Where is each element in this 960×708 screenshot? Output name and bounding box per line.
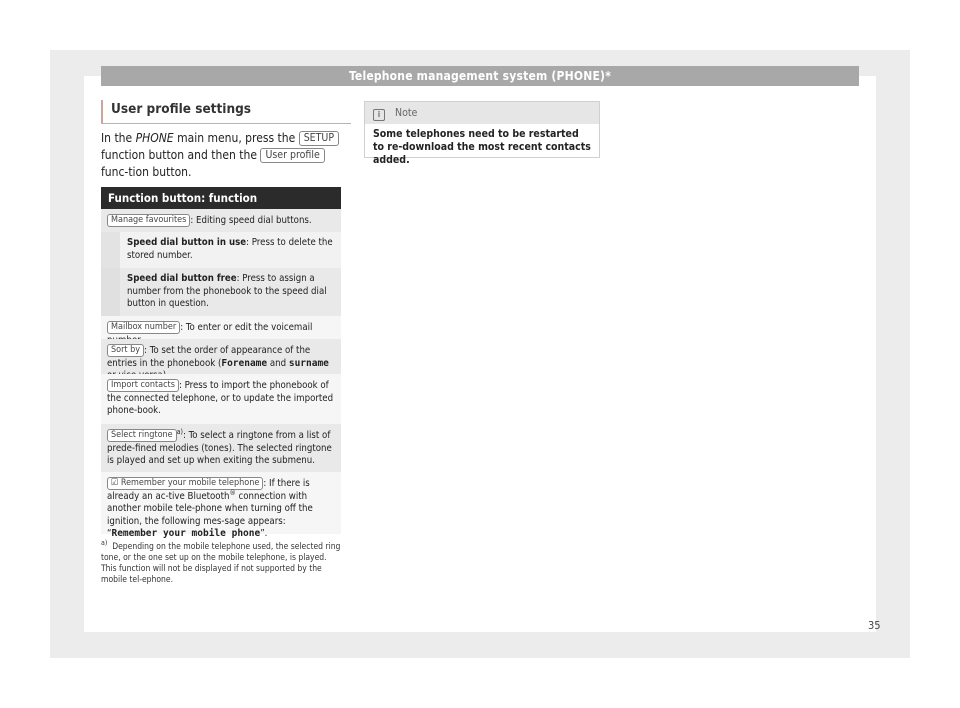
table-row-sort-by bbox=[101, 339, 341, 374]
table-row-mailbox-number bbox=[101, 316, 341, 339]
row-text: connection with another mobile tele-phone when turning off the ignition, the following mes-sage appears: “ bbox=[107, 490, 313, 539]
import-contacts-button[interactable]: Import contacts bbox=[107, 379, 179, 392]
intro-paragraph bbox=[101, 130, 346, 181]
setup-button[interactable]: SETUP bbox=[299, 131, 339, 146]
footnote bbox=[101, 539, 341, 586]
table-row-import-contacts bbox=[101, 374, 341, 424]
user-profile-button[interactable]: User profile bbox=[260, 148, 324, 163]
footnote-text: Depending on the mobile telephone used, the selected ring tone, or the one set up on the mobile telephone, is played. This function will not be displayed if not supported by the mobile tel-ephone. bbox=[101, 542, 341, 585]
row-text: : Press to assign a number from the phonebook to the speed dial button in question. bbox=[127, 273, 327, 309]
row-text: : Editing speed dial buttons. bbox=[190, 215, 312, 226]
intro-text: function button and then the bbox=[101, 148, 261, 162]
row-text: : To set the order of appearance of the entries in the phonebook ( bbox=[107, 345, 311, 369]
speed-dial-free-label: Speed dial button free bbox=[127, 273, 237, 284]
intro-text: func-tion button. bbox=[101, 165, 192, 179]
mailbox-number-button[interactable]: Mailbox number bbox=[107, 321, 180, 334]
row-text: : To enter or edit the voicemail bbox=[180, 322, 313, 333]
section-title: User profile settings bbox=[101, 100, 351, 124]
info-icon: i bbox=[373, 109, 385, 121]
chapter-header: Telephone management system (PHONE)* bbox=[101, 66, 859, 86]
sort-by-button[interactable]: Sort by bbox=[107, 344, 144, 357]
row-text: : Press to delete the stored number. bbox=[127, 237, 333, 261]
row-text: : If there is already an ac-tive Bluetooth bbox=[107, 478, 310, 502]
note-label: Note bbox=[395, 107, 418, 119]
table-header: Function button: function bbox=[101, 187, 341, 209]
remember-mobile-button[interactable]: ☑ Remember your mobile telephone bbox=[107, 477, 263, 490]
note-box bbox=[364, 101, 600, 166]
table-row-select-ringtone bbox=[101, 424, 341, 472]
manage-favourites-button[interactable]: Manage favourites bbox=[107, 214, 190, 227]
table-row-speed-dial-free bbox=[101, 268, 341, 316]
checkbox-icon: ☑ bbox=[111, 478, 121, 488]
note-text: Some telephones need to be restarted to re-download the most recent contacts added. bbox=[373, 128, 591, 166]
row-text: : Press to import the phonebook of the connected telephone, or to update the imported phone-book. bbox=[107, 380, 334, 416]
remember-message: Remember your mobile phone bbox=[111, 528, 261, 539]
phone-menu-name: PHONE bbox=[135, 131, 174, 145]
footnote-mark: a) bbox=[101, 539, 108, 548]
page-number: 35 bbox=[868, 619, 881, 632]
table-row-manage-favourites bbox=[101, 209, 341, 232]
intro-text: main menu, press the bbox=[173, 131, 299, 145]
row-text: ”. bbox=[260, 528, 268, 539]
row-text: and bbox=[267, 357, 289, 369]
registered-mark: ® bbox=[229, 488, 236, 497]
table-row-remember-phone bbox=[101, 472, 341, 539]
surname-option: surname bbox=[288, 357, 329, 369]
footnote-mark: a) bbox=[176, 427, 183, 436]
forename-option: Forename bbox=[221, 357, 268, 369]
table-row-speed-dial-in-use bbox=[101, 232, 341, 268]
note-header bbox=[365, 102, 599, 124]
intro-text: In the bbox=[101, 131, 136, 145]
select-ringtone-button[interactable]: Select ringtone bbox=[107, 429, 177, 442]
speed-dial-in-use-label: Speed dial button in use bbox=[127, 237, 247, 248]
row-text: : To select a ringtone from a list of prede-fined melodies (tones). The selected ringtone is played and set up when exiting the submenu. bbox=[107, 430, 332, 466]
